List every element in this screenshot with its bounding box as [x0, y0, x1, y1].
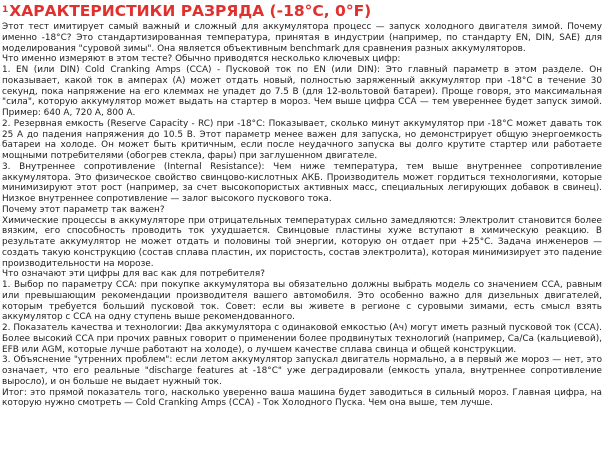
document: [2, 2, 602, 409]
cca-paragraph: 1. EN (или DIN) Cold Cranking Amps (CCA) - Пусковой ток по EN (или DIN): Это главный параметр в этом разделе. Он показывает, какой ток в амперах (А) может отдать новый, полностью заряженный аккумулятор при -18°C в течение 30 секунд, пока напряжение на его клеммах не упадет до 7.5 В (для 12-вольтовой батареи). Проще говоря, это максимальная "сила", которую аккумулятор может выдать на стартер в мороз. Чем выше цифра CCA — тем увереннее будет запуск зимой. Пример: 640 А, 720 А, 800 А.: [2, 65, 602, 118]
heading-text: ХАРАКТЕРИСТИКИ РАЗРЯДА (-18°C, 0°F): [9, 2, 372, 20]
internal-resistance-paragraph: 3. Внутреннее сопротивление (Internal Resistance): Чем ниже температура, тем выше внутреннее сопротивление аккумулятора. Это физическое свойство свинцово-кислотных АКБ. Производитель может гордиться технологиями, которые минимизируют этот рост (например, за счет высокопористых активных масс, специальных легирующих добавок в свинец). Низкое внутреннее сопротивление — залог высокого пускового тока.: [2, 161, 602, 204]
body-text: [2, 22, 602, 409]
chemistry-paragraph: Химические процессы в аккумуляторе при отрицательных температурах сильно замедляются: Электролит становится более вязким, его способность проводить ток ухудшается. Свинцовые пластины хуже вступают в химическую реакцию. В результате аккумулятор не может отдать и половины той энергии, которую он отдает при +25°C. Задача инженеров — создать такую конструкцию (состав сплава пластин, их пористость, состав электролита), которая минимизирует это падение производительности на морозе.: [2, 215, 602, 269]
consumer-meaning-heading: Что означают эти цифры для вас как для потребителя?: [2, 269, 265, 280]
morning-problems-paragraph: 3. Объяснение "утренних проблем": если летом аккумулятор запускал двигатель нормально, а в первый же мороз — нет, это означает, что его реальные "discharge features at -18°C" уже деградировали (емкость упала, внутреннее сопротивление выросло), и он больше не выдает нужный ток.: [2, 355, 602, 387]
cca-choice-paragraph: 1. Выбор по параметру CCA: при покупке аккумулятора вы обязательно должны выбрать модель со значением CCA, равным или превышающим рекомендации производителя вашего автомобиля. Это особенно важно для дизельных двигателей, которым требуется больший пусковой ток. Совет: если вы живете в регионе с суровыми зимами, есть смысл взять аккумулятор с CCA на одну ступень выше рекомендованного.: [2, 280, 602, 323]
why-important-heading: Почему этот параметр так важен?: [2, 204, 165, 215]
heading-number: 1: [2, 5, 9, 15]
summary-paragraph: Итог: это прямой показатель того, насколько уверенно ваша машина будет заводиться в сильный мороз. Главная цифра, на которую нужно смотреть — Cold Cranking Amps (CCA) - Ток Холодного Пуска. Чем она выше, тем лучше.: [2, 387, 602, 409]
key-figures-lead: Что именно измеряют в этом тесте? Обычно приводятся несколько ключевых цифр:: [2, 54, 401, 65]
intro-paragraph: Этот тест имитирует самый важный и сложный для аккумулятора процесс — запуск холодного двигателя зимой. Почему именно -18°C? Это стандартизированная температура, принятая в индустрии (например, по стандарту EN, DIN, SAE) для моделирования "суровой зимы". Она является объективным benchmark для сравнения разных аккумуляторов.: [2, 22, 602, 54]
quality-indicator-paragraph: 2. Показатель качества и технологии: Два аккумулятора с одинаковой емкостью (Ач) могут иметь разный пусковой ток (CCA). Более высокий CCA при прочих равных говорит о применении более продвинутых технологий (например, Ca/Ca (кальциевой), EFB или AGM, которые лучше работают на холоде), о лучшем качестве сплава свинца и общей конструкции.: [2, 323, 602, 355]
reserve-capacity-paragraph: 2. Резервная емкость (Reserve Capacity - RC) при -18°C: Показывает, сколько минут аккумулятор при -18°C может давать ток 25 А до падения напряжения до 10.5 В. Этот параметр менее важен для запуска, но демонстрирует общую энергоемкость батареи на холоде. Он может быть критичным, если после неудачного запуска вы долго крутите стартер или работаете мощными потребителями (обогрев стекла, фары) при заглушенном двигателе.: [2, 118, 602, 161]
section-heading: [2, 2, 602, 21]
